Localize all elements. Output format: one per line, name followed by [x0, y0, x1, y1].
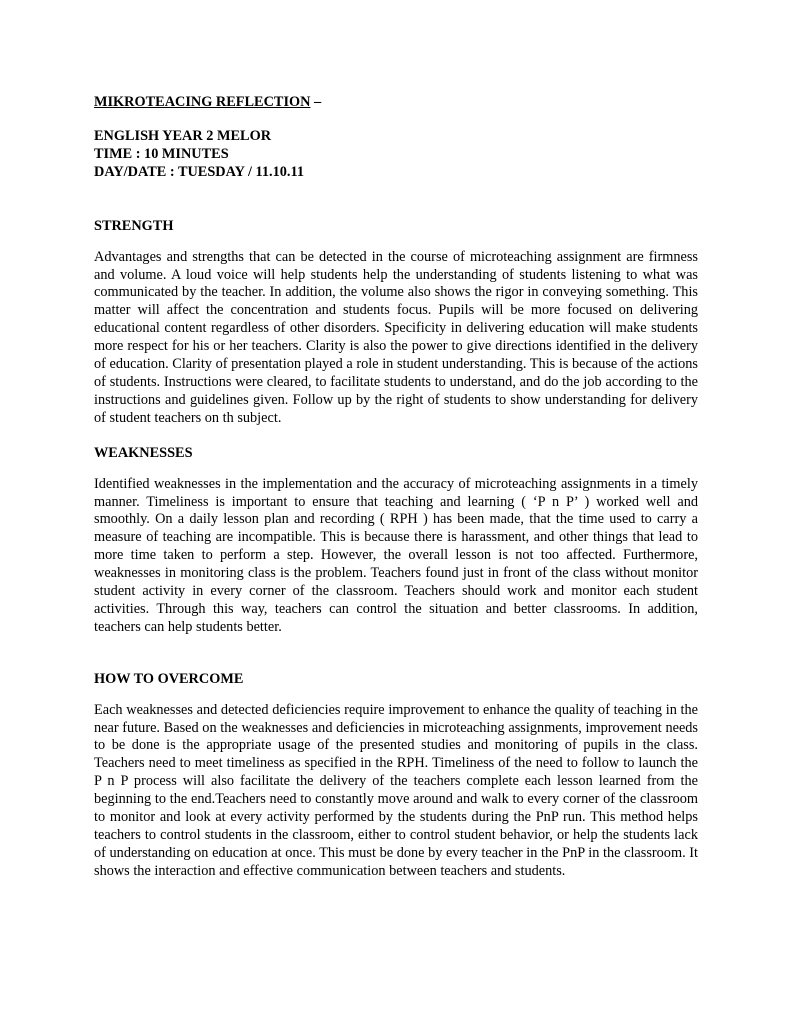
lesson-info [94, 128, 698, 182]
strength-paragraph: Advantages and strengths that can be detected in the course of microteaching assignment are firmness and volume. A loud voice will help students help the understanding of students listening to what was communicated by the teacher. In addition, the volume also shows the rigor in conveying something. This matter will affect the concentration and students focus. Pupils will be more focused on delivering educational content regardless of other disorders. Specificity in delivering education will make students more respect for his or her teachers. Clarity is also the power to give directions identified in the delivery of education. Clarity of presentation played a role in student understanding. This is because of the actions of students. Instructions were cleared, to facilitate students to understand, and do the job according to the instructions and guidelines given. Follow up by the right of students to show understanding for delivery of student teachers on th subject. [94, 248, 698, 426]
strength-heading: STRENGTH [94, 217, 174, 234]
class-line: ENGLISH YEAR 2 MELOR [94, 128, 272, 144]
how-to-overcome-heading: HOW TO OVERCOME [94, 670, 244, 687]
time-line: TIME : 10 MINUTES [94, 145, 229, 162]
document-title [94, 94, 698, 112]
weaknesses-paragraph: Identified weaknesses in the implementation and the accuracy of microteaching assignments in a timely manner. Timeliness is important to ensure that teaching and learning ( ‘P n P’ ) worked well and smoothly. On a daily lesson plan and recording ( RPH ) has been made, that the time used to carry a measure of teaching are incompatible. This is because there is harassment, and other things that lead to more time taken to perform a step. However, the overall lesson is not too affected. Furthermore, weaknesses in monitoring class is the problem. Teachers found just in front of the class without monitor student activity in every corner of the classroom. Teachers should work and monitor each student activities. Through this way, teachers can control the situation and better classrooms. In addition, teachers can help students better. [94, 475, 698, 635]
date-line: DAY/DATE : TUESDAY / 11.10.11 [94, 163, 305, 180]
weaknesses-heading: WEAKNESSES [94, 444, 193, 461]
document-title-text: MIKROTEACING REFLECTION [94, 94, 311, 110]
how-to-overcome-paragraph: Each weaknesses and detected deficiencies require improvement to enhance the quality of teaching in the near future. Based on the weaknesses and deficiencies in microteaching assignments, improvement needs to be done is the appropriate usage of the presented studies and monitoring of pupils in the class. Teachers need to meet timeliness as specified in the RPH. Timeliness of the need to follow to launch the P n P process will also facilitate the delivery of the teachers complete each lesson learned from the beginning to the end.Teachers need to constantly move around and walk to every corner of the classroom to monitor and look at every activity performed by the students during the PnP run. This method helps teachers to control students in the classroom, either to control student behavior, or help the students lack of understanding on education at once. This must be done by every teacher in the PnP in the classroom. It shows the interaction and effective communication between teachers and students. [94, 701, 698, 879]
document-title-dash: – [310, 94, 322, 110]
document-page [94, 94, 698, 881]
